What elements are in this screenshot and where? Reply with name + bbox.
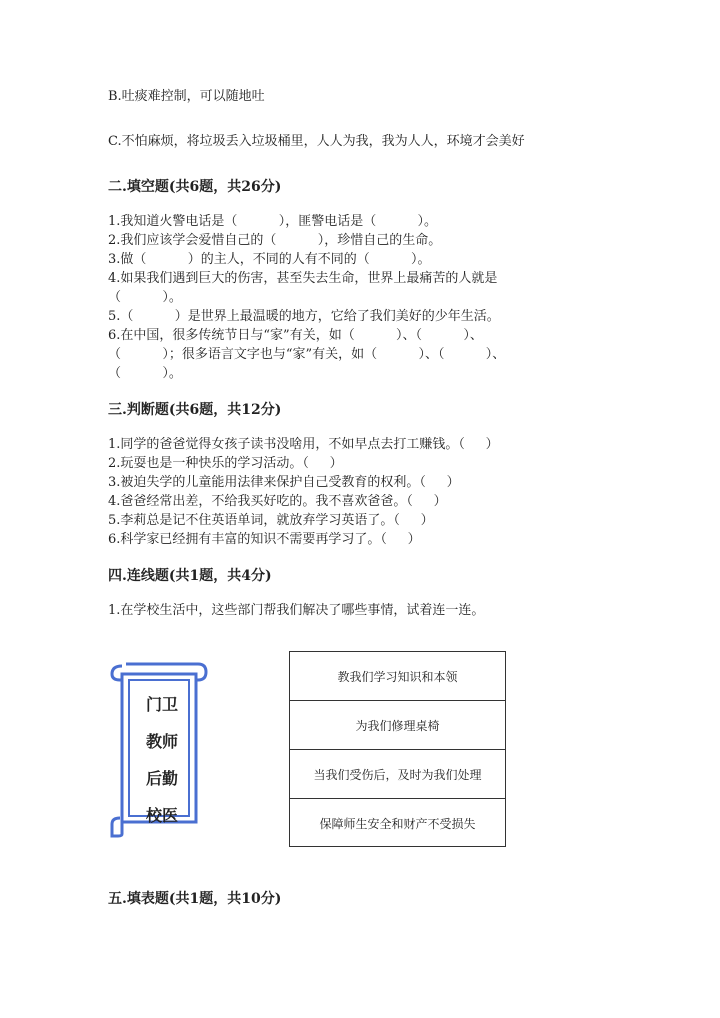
- question-line: 3.做（ ）的主人，不同的人有不同的（ ）。: [108, 252, 431, 267]
- department-school-doctor: 校医: [145, 806, 178, 825]
- question-line: 1.在学校生活中，这些部门帮我们解决了哪些事情，试着连一连。: [108, 603, 485, 618]
- section-title-matching: 四.连线题(共1题，共4分): [108, 568, 272, 584]
- department-teacher: 教师: [145, 732, 178, 751]
- task-cell: 保障师生安全和财产不受损失: [319, 817, 476, 831]
- question-line: 5.李莉总是记不住英语单词，就放弃学习英语了。（ ）: [108, 513, 434, 528]
- question-line: （ ）。: [108, 366, 182, 381]
- section-title-fill-table: 五.填表题(共1题，共10分): [108, 891, 282, 907]
- question-line: （ ）。: [108, 290, 182, 305]
- department-gatekeeper: 门卫: [145, 695, 178, 714]
- question-line: 1.同学的爸爸觉得女孩子读书没啥用，不如早点去打工赚钱。（ ）: [108, 437, 499, 452]
- question-line: 6.在中国，很多传统节日与“家”有关，如（ ）、（ ）、: [108, 328, 483, 343]
- question-line: 6.科学家已经拥有丰富的知识不需要再学习了。（ ）: [108, 532, 421, 547]
- option-b: B.吐痰难控制，可以随地吐: [108, 89, 265, 104]
- question-line: 1.我知道火警电话是（ ），匪警电话是（ ）。: [108, 214, 438, 229]
- department-scroll: [108, 660, 210, 838]
- task-cell: 教我们学习知识和本领: [290, 652, 505, 701]
- task-table: [289, 651, 506, 847]
- question-line: 2.我们应该学会爱惜自己的（ ），珍惜自己的生命。: [108, 233, 442, 248]
- section-title-true-false: 三.判断题(共6题，共12分): [108, 402, 282, 418]
- section-title-fill-blank: 二.填空题(共6题，共26分): [108, 179, 282, 195]
- question-line: 4.如果我们遇到巨大的伤害，甚至失去生命，世界上最痛苦的人就是: [108, 271, 498, 286]
- question-line: （ ）；很多语言文字也与“家”有关，如（ ）、（ ）、: [108, 347, 506, 362]
- task-cell: 为我们修理桌椅: [290, 701, 505, 750]
- department-logistics: 后勤: [145, 769, 178, 788]
- question-line: 3.被迫失学的儿童能用法律来保护自己受教育的权利。（ ）: [108, 475, 460, 490]
- question-line: 5.（ ）是世界上最温暖的地方，它给了我们美好的少年生活。: [108, 309, 500, 324]
- option-c: C.不怕麻烦，将垃圾丢入垃圾桶里，人人为我，我为人人，环境才会美好: [108, 134, 525, 149]
- question-line: 2.玩耍也是一种快乐的学习活动。（ ）: [108, 456, 343, 471]
- question-line: 4.爸爸经常出差，不给我买好吃的。我不喜欢爸爸。（ ）: [108, 494, 447, 509]
- task-cell: 当我们受伤后，及时为我们处理: [290, 750, 505, 799]
